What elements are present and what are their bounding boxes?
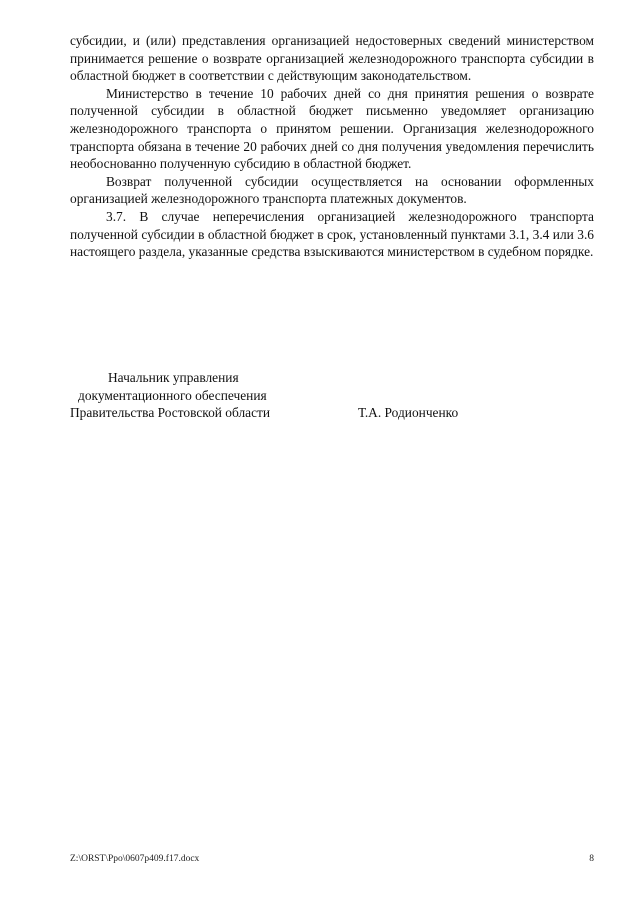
document-body: [70, 32, 594, 261]
signature-title-line-3: Правительства Ростовской области: [70, 405, 271, 421]
page-footer: [70, 853, 594, 865]
signature-row: [70, 404, 594, 422]
page-number: 8: [589, 854, 594, 864]
signature-title-line-2: документационного обеспечения: [78, 387, 267, 403]
paragraph-ministry-notice: Министерство в течение 10 рабочих дней со дня принятия решения о возврате полученной субсидии в областной бюджет письменно уведомляет организацию железнодорожного транспорта о принятом решении. Организация железнодорожного транспорта обязана в течение 20 рабочих дней со дня получения уведомления перечислить необоснованно полученную субсидию в областной бюджет.: [70, 85, 594, 172]
signature-title-line-1: Начальник управления: [108, 370, 239, 385]
signatory-name: Т.А. Родионченко: [358, 405, 459, 421]
paragraph-continuation: субсидии, и (или) представления организацией недостоверных сведений министерством принимается решение о возврате организацией железнодорожного транспорта субсидии в областной бюджет в соответствии с действующим законодательством.: [70, 33, 594, 84]
signature-block: [70, 369, 594, 422]
paragraph-3-7: 3.7. В случае неперечисления организацией железнодорожного транспорта полученной субсидии в областной бюджет в срок, установленный пунктами 3.1, 3.4 или 3.6 настоящего раздела, указанные средства взыскиваются министерством в судебном порядке.: [70, 208, 594, 260]
paragraph-refund-basis: Возврат полученной субсидии осуществляется на основании оформленных организацией железнодорожного транспорта платежных документов.: [70, 173, 594, 207]
footer-file-path: Z:\ORST\Ppo\0607p409.f17.docx: [70, 854, 200, 864]
